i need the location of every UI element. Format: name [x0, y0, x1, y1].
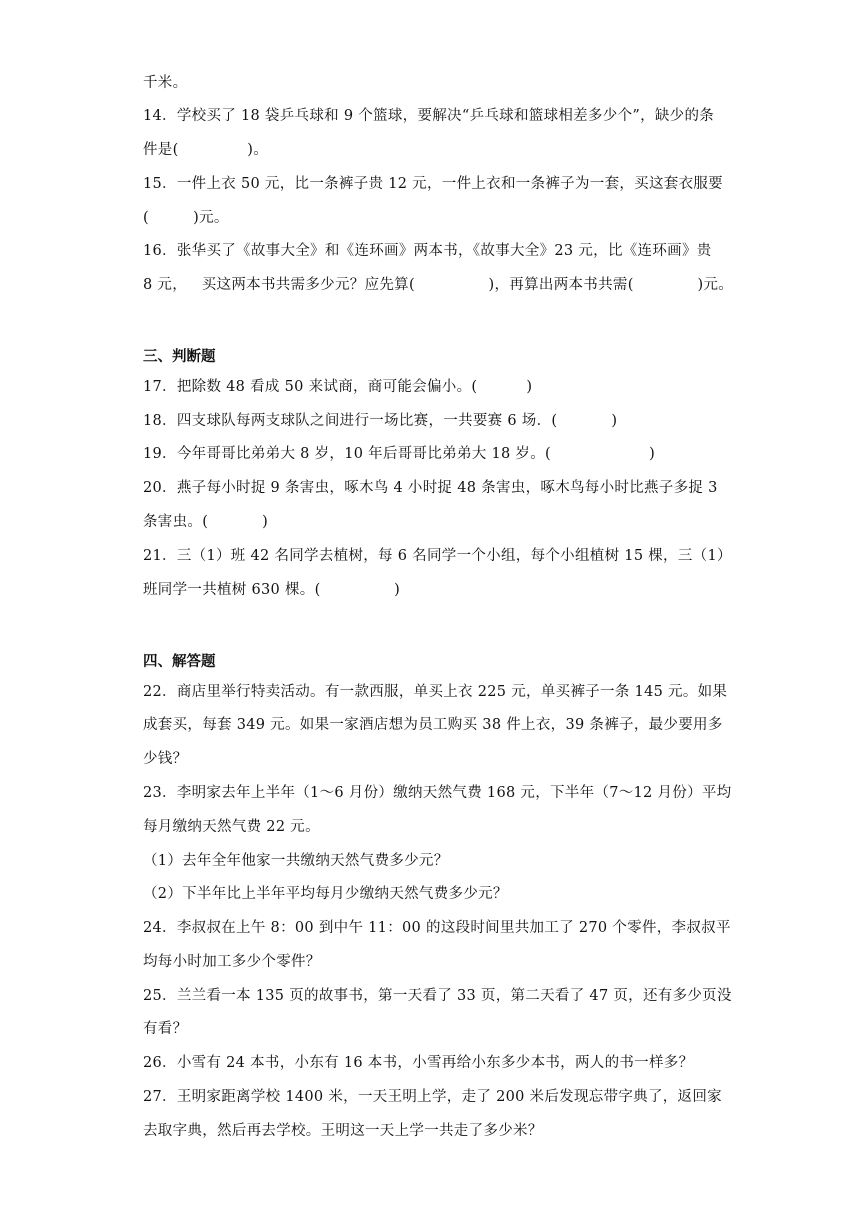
sub-question-23-1: （1）去年全年他家一共缴纳天然气费多少元？: [143, 853, 449, 869]
question-22: 22．商店里举行特卖活动。有一款西服，单买上衣 225 元，单买裤子一条 145 元。如果: [143, 684, 728, 700]
text-line: 班同学一共植树 630 棵。( ): [143, 582, 401, 598]
text-line: ( )元。: [143, 210, 229, 226]
section-heading-judge: 三、判断题: [143, 349, 216, 365]
question-26: 26．小雪有 24 本书，小东有 16 本书，小雪再给小东多少本书，两人的书一样多？: [143, 1055, 694, 1071]
question-23: 23．李明家去年上半年（1～6 月份）缴纳天然气费 168 元，下半年（7～12 月份）平均: [143, 785, 732, 801]
question-17: 17．把除数 48 看成 50 来试商，商可能会偏小。( ): [143, 379, 533, 395]
question-20: 20．燕子每小时捉 9 条害虫，啄木鸟 4 小时捉 48 条害虫，啄木鸟每小时比燕子多捉 3: [143, 480, 718, 496]
question-18: 18．四支球队每两支球队之间进行一场比赛，一共要赛 6 场．( ): [143, 413, 618, 429]
text-line: 成套买，每套 349 元。如果一家酒店想为员工购买 38 件上衣，39 条裤子，最少要用多: [143, 717, 723, 733]
text-line: 少钱？: [143, 751, 188, 767]
question-14: 14．学校买了 18 袋乒乓球和 9 个篮球，要解决“乒乓球和篮球相差多少个”，缺少的条: [143, 108, 715, 124]
text-line: 条害虫。( ): [143, 514, 269, 530]
question-16: 16．张华买了《故事大全》和《连环画》两本书，《故事大全》23 元，比《连环画》贵: [143, 243, 712, 259]
text-line: 8 元， 买这两本书共需多少元？应先算( )，再算出两本书共需( )元。: [143, 277, 734, 293]
text-line: 每月缴纳天然气费 22 元。: [143, 819, 320, 835]
question-21: 21．三（1）班 42 名同学去植树，每 6 名同学一个小组，每个小组植树 15 棵，三（1）: [143, 548, 732, 564]
question-19: 19．今年哥哥比弟弟大 8 岁，10 年后哥哥比弟弟大 18 岁。( ): [143, 446, 656, 462]
text-line: 有看？: [143, 1021, 188, 1037]
text-line: 均每小时加工多少个零件？: [143, 954, 321, 970]
question-27: 27．王明家距离学校 1400 米，一天王明上学，走了 200 米后发现忘带字典了，返回家: [143, 1089, 722, 1105]
question-24: 24．李叔叔在上午 8：00 到中午 11：00 的这段时间里共加工了 270 个零件，李叔叔平: [143, 920, 731, 936]
text-line: 千米。: [143, 75, 188, 91]
text-line: 去取字典，然后再去学校。王明这一天上学一共走了多少米？: [143, 1123, 543, 1139]
sub-question-23-2: （2）下半年比上半年平均每月少缴纳天然气费多少元？: [143, 886, 508, 902]
text-line: 件是( )。: [143, 142, 269, 158]
section-heading-solve: 四、解答题: [143, 654, 216, 670]
question-15: 15．一件上衣 50 元，比一条裤子贵 12 元，一件上衣和一条裤子为一套，买这套衣服要: [143, 176, 723, 192]
question-25: 25．兰兰看一本 135 页的故事书，第一天看了 33 页，第二天看了 47 页，还有多少页没: [143, 988, 732, 1004]
